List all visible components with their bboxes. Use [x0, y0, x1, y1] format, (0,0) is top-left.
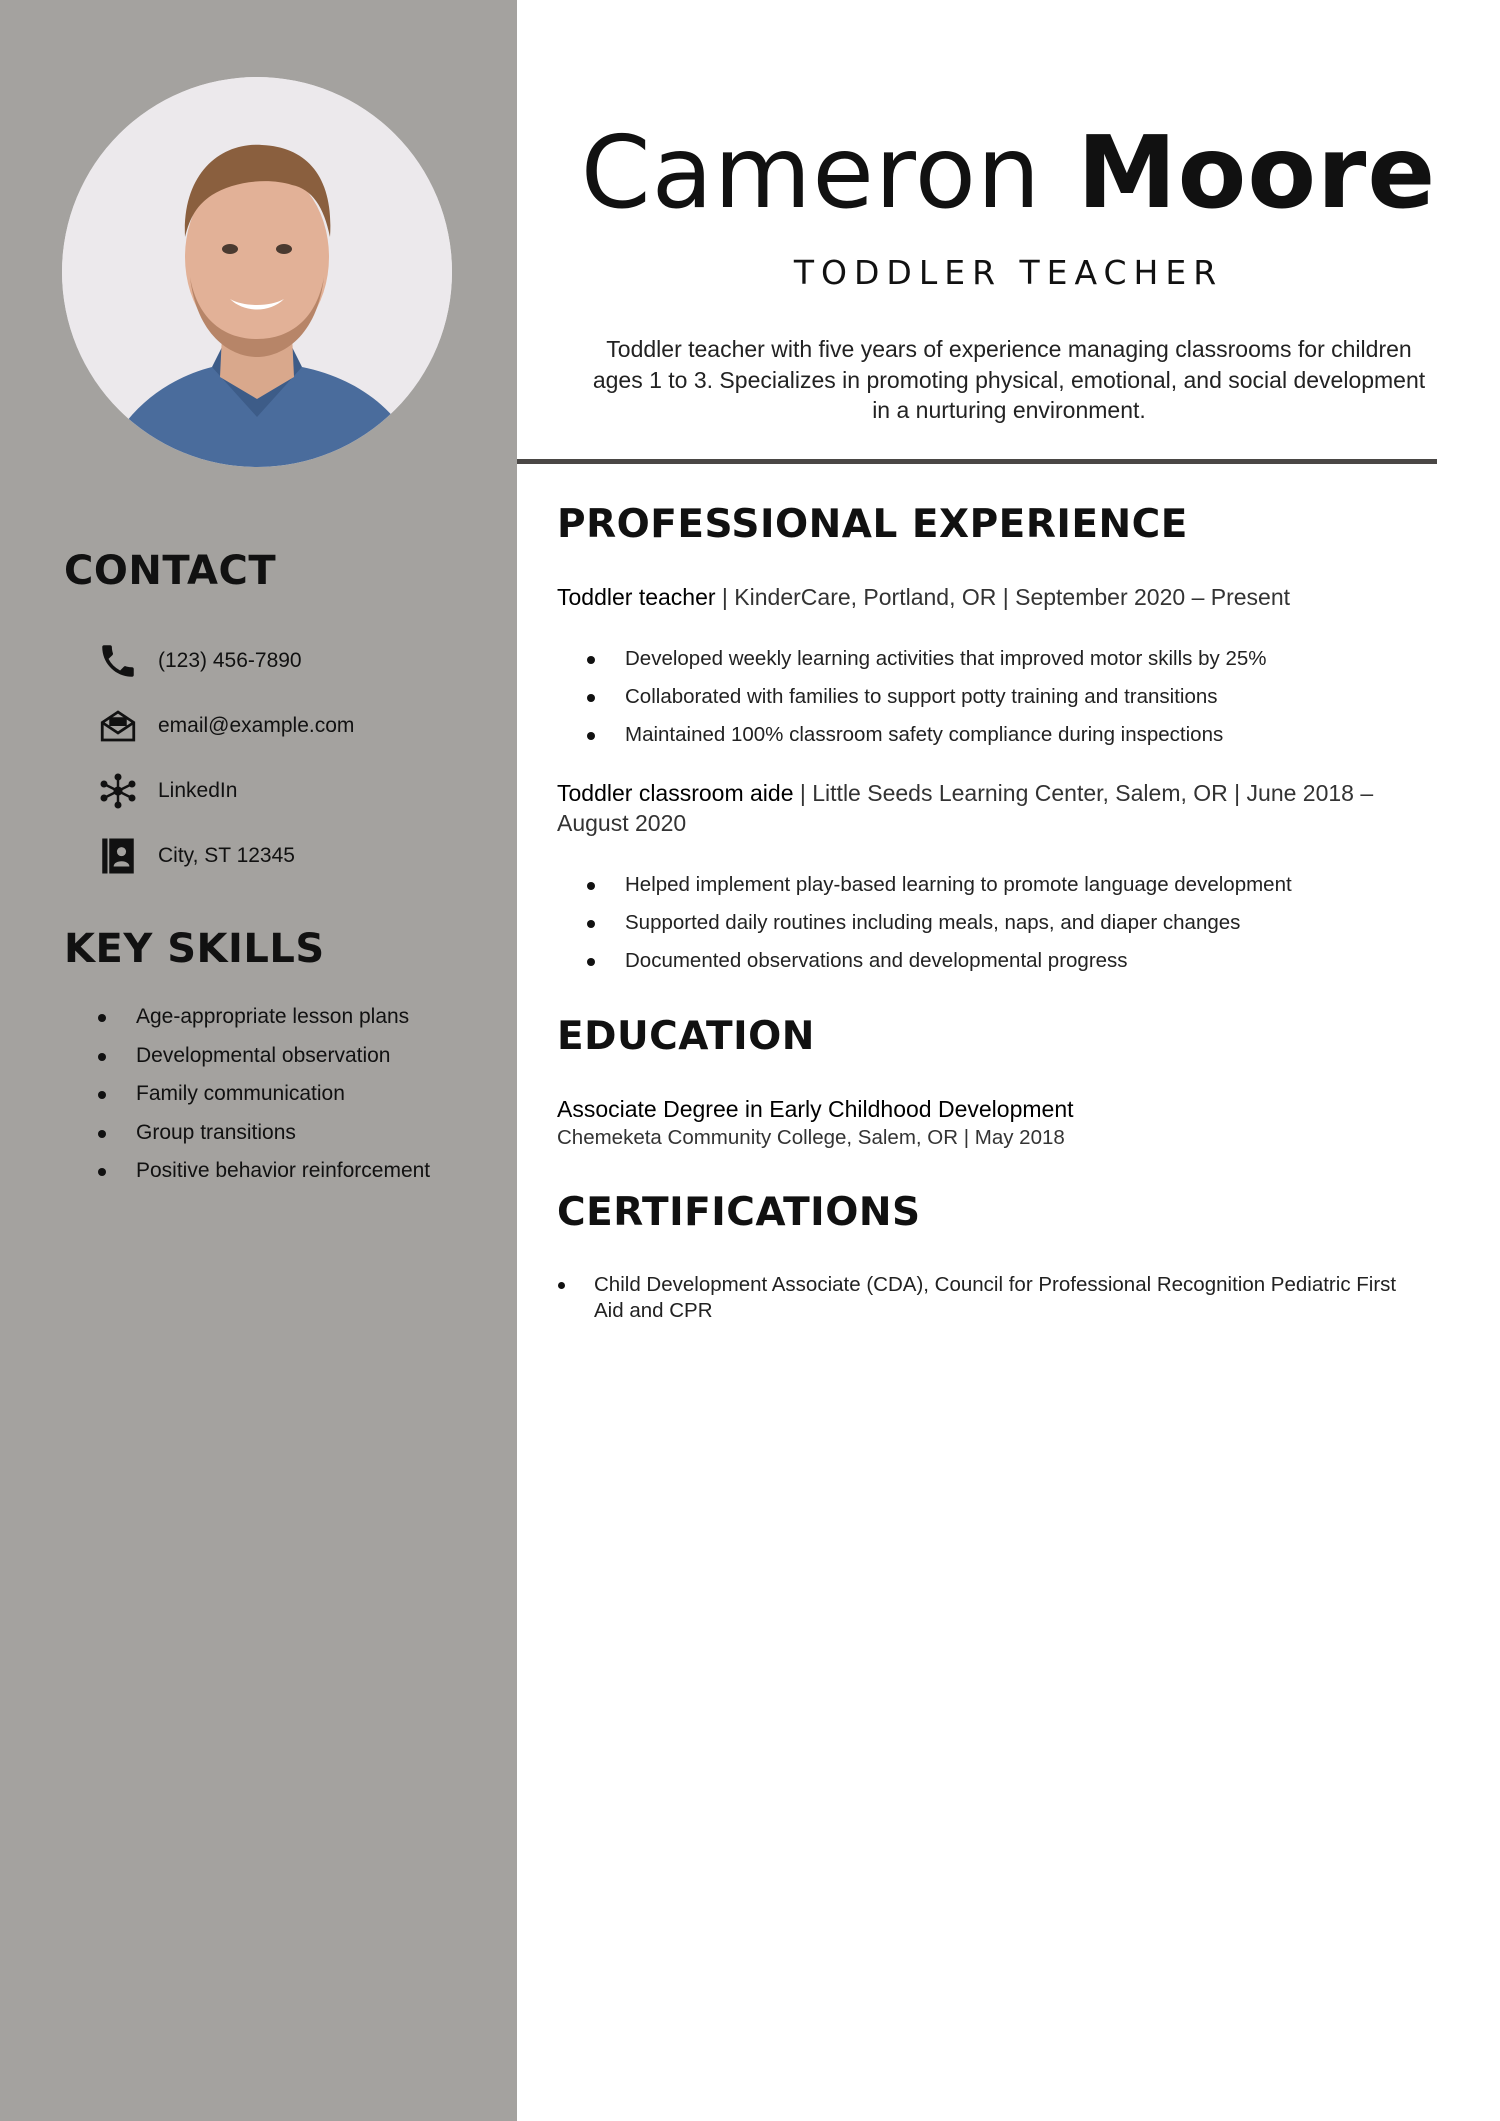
divider [517, 459, 1437, 464]
phone-text: (123) 456-7890 [158, 648, 302, 672]
list-item: Collaborated with families to support potty training and transitions [585, 678, 1267, 716]
list-item: Developed weekly learning activities that improved motor skills by 25% [585, 640, 1267, 678]
certification-list [557, 1272, 1417, 1324]
job-title-line [557, 778, 1417, 838]
contact-linkedin [96, 758, 354, 823]
list-item: Helped implement play-based learning to promote language development [585, 866, 1292, 904]
degree: Associate Degree in Early Childhood Development [557, 1096, 1074, 1122]
contact-heading: CONTACT [64, 548, 277, 594]
network-icon [96, 769, 140, 813]
skills-list [96, 998, 430, 1191]
list-item: Developmental observation [96, 1037, 430, 1076]
job-details: | KinderCare, Portland, OR | September 2020 – Present [715, 584, 1291, 610]
phone-icon [96, 639, 140, 683]
job-role: Toddler classroom aide [557, 780, 794, 806]
certifications-heading: CERTIFICATIONS [557, 1190, 921, 1235]
job-bullets [585, 640, 1267, 754]
summary: Toddler teacher with five years of experience managing classrooms for children ages 1 to 3. Specializes in promoting physical, emotional, and social development in a nurturing environment. [592, 336, 1426, 423]
education-heading: EDUCATION [557, 1014, 815, 1059]
address-book-icon [96, 834, 140, 878]
contact-email [96, 693, 354, 758]
list-item: Maintained 100% classroom safety compliance during inspections [585, 716, 1267, 754]
school: Chemeketa Community College, Salem, OR | May 2018 [557, 1126, 1065, 1149]
list-item: Child Development Associate (CDA), Council for Professional Recognition Pediatric First Aid and CPR [557, 1272, 1417, 1324]
job-role: Toddler teacher [557, 584, 716, 610]
address-text: City, ST 12345 [158, 843, 295, 867]
list-item: Positive behavior reinforcement [96, 1152, 430, 1191]
job-title: TODDLER TEACHER [793, 253, 1224, 292]
contact-address [96, 823, 354, 888]
contact-phone [96, 628, 354, 693]
first-name: Cameron [580, 114, 1042, 231]
job-title-line [557, 582, 1417, 612]
job-details: | Little Seeds Learning Center, Salem, OR | June 2018 – August 2020 [557, 780, 1374, 836]
linkedin-text: LinkedIn [158, 778, 238, 802]
main-content [517, 0, 1500, 2121]
list-item: Supported daily routines including meals, naps, and diaper changes [585, 904, 1292, 942]
candidate-name [517, 114, 1500, 231]
email-text: email@example.com [158, 713, 355, 737]
list-item: Family communication [96, 1075, 430, 1114]
experience-heading: PROFESSIONAL EXPERIENCE [557, 502, 1188, 547]
contact-list [96, 628, 354, 888]
list-item: Age-appropriate lesson plans [96, 998, 430, 1037]
last-name: Moore [1077, 114, 1437, 231]
envelope-icon [96, 704, 140, 748]
list-item: Documented observations and developmental progress [585, 942, 1292, 980]
profile-photo [62, 77, 452, 467]
list-item: Group transitions [96, 1114, 430, 1153]
job-bullets [585, 866, 1292, 980]
skills-heading: KEY SKILLS [64, 926, 325, 972]
sidebar [0, 0, 517, 2121]
